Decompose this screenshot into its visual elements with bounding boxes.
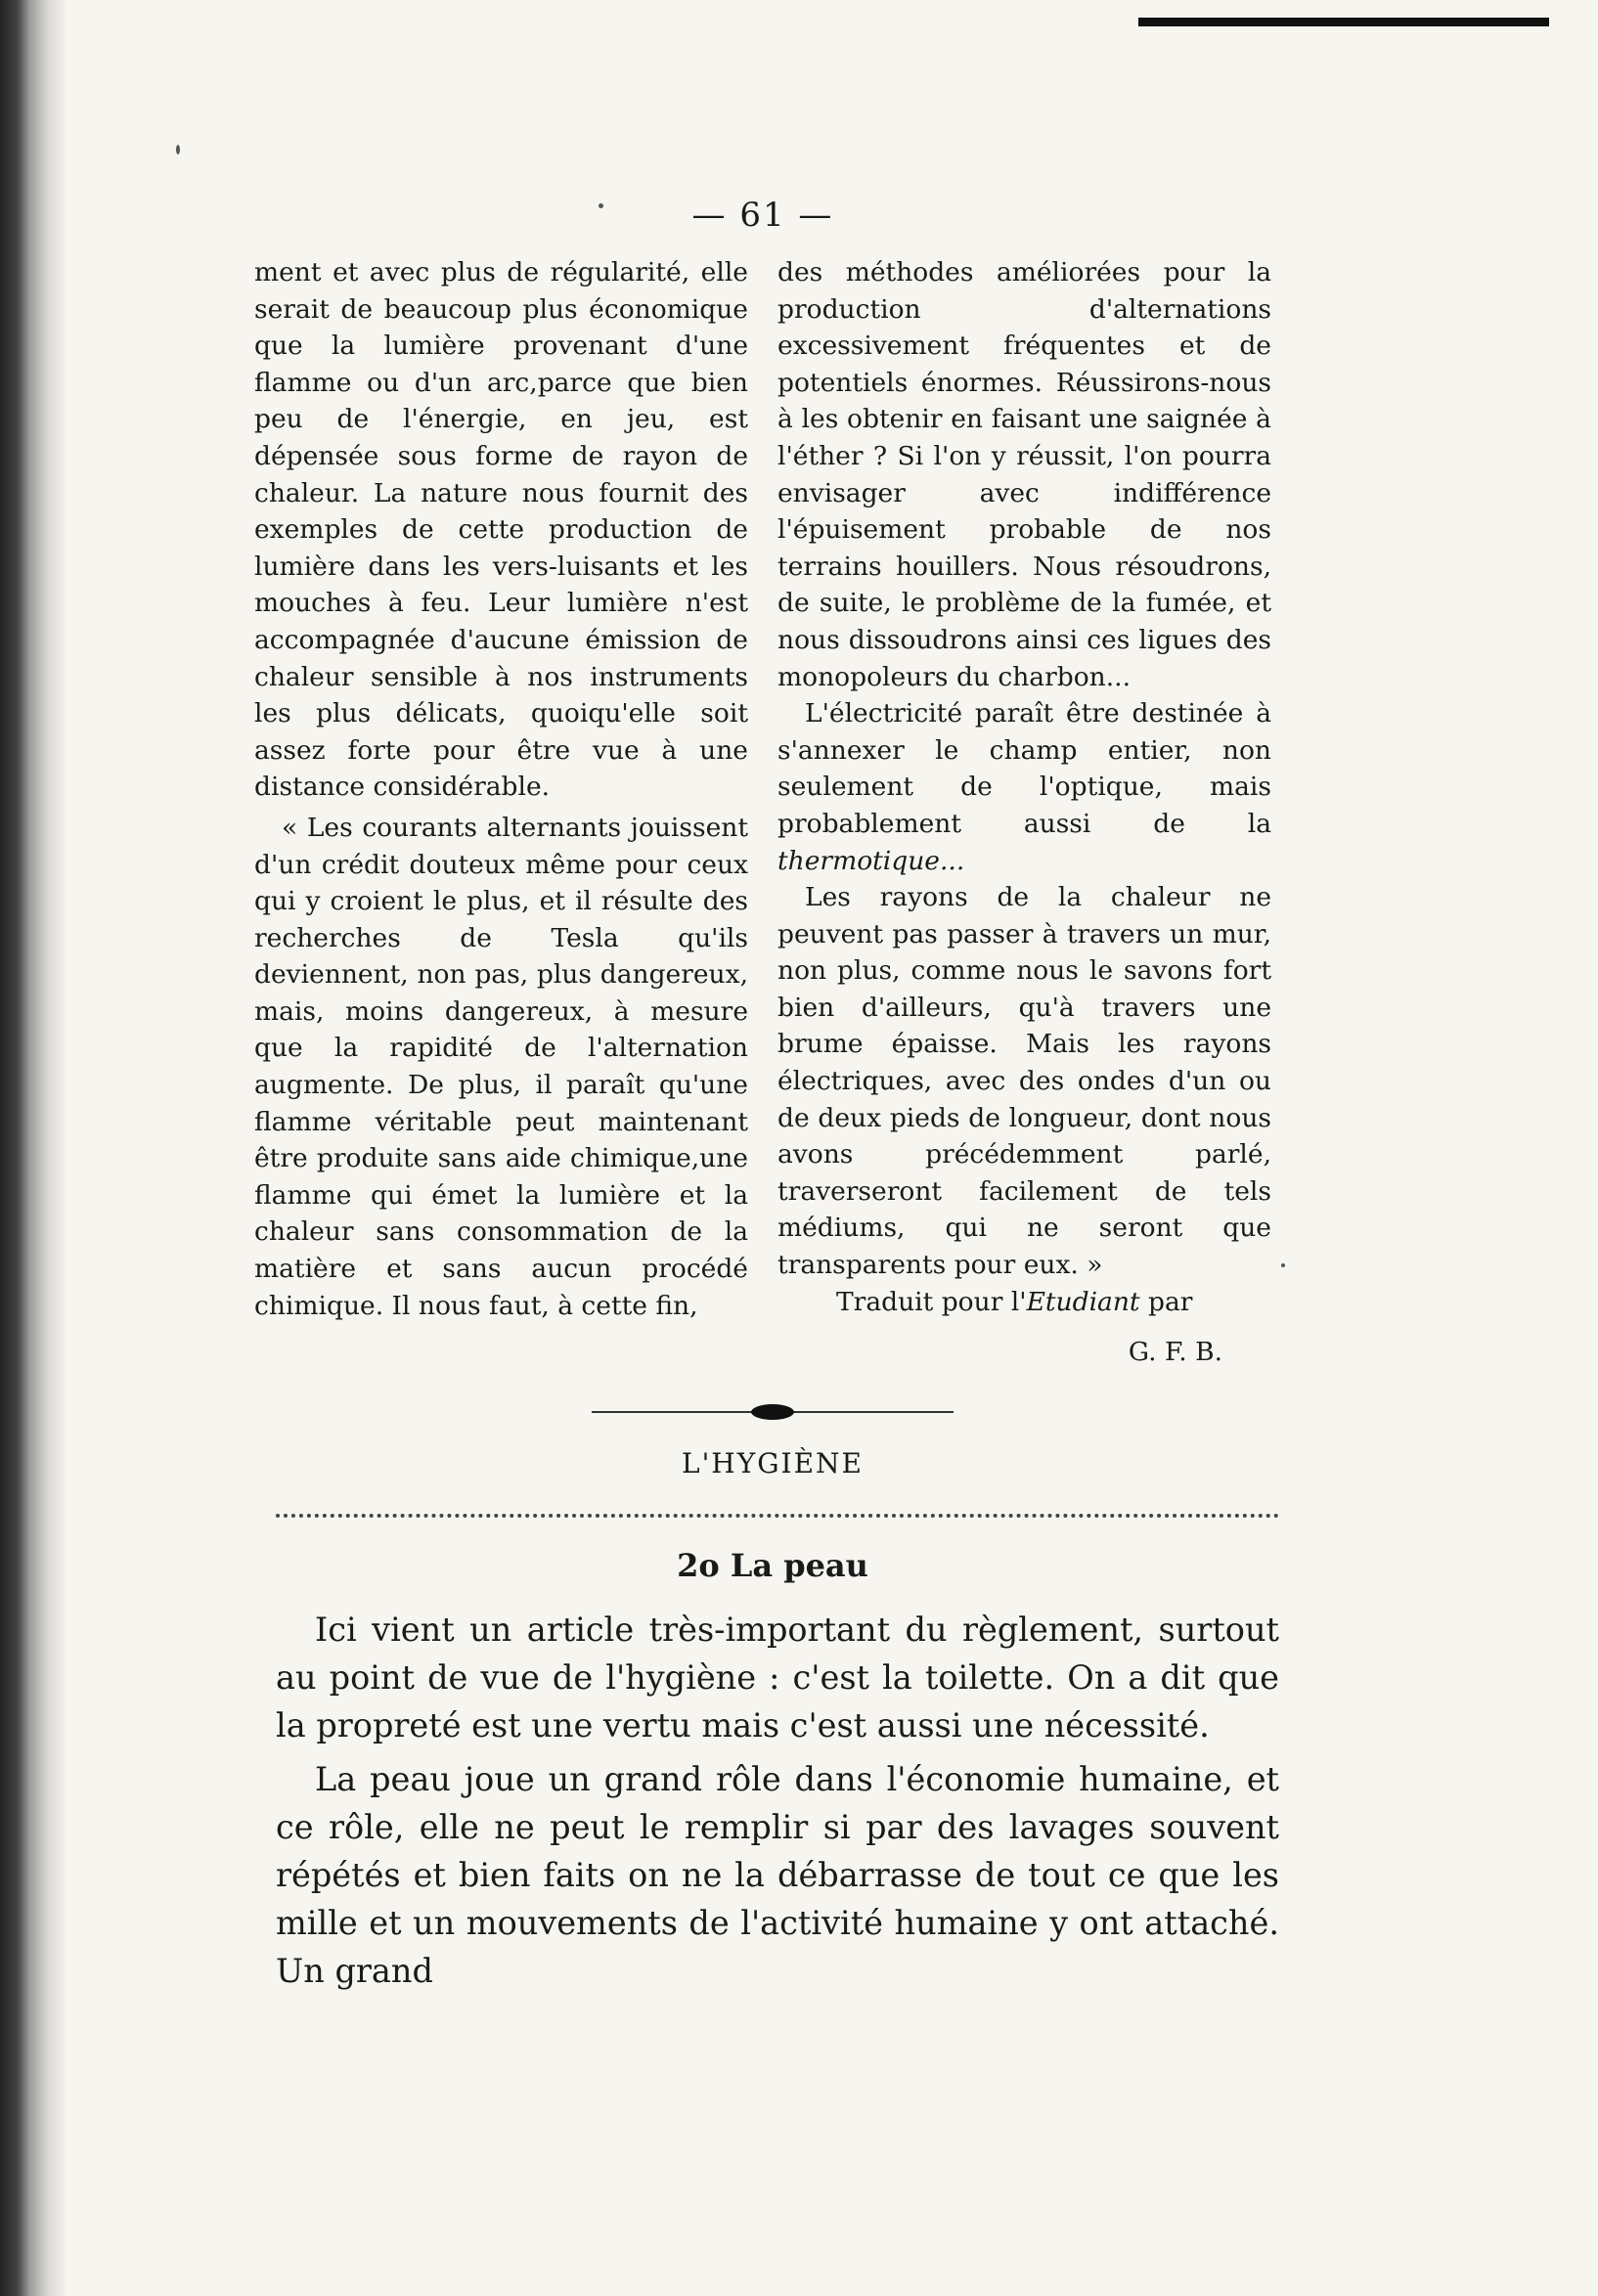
translation-credit-suffix: par <box>1139 1286 1193 1317</box>
scan-speck <box>599 203 603 208</box>
translation-credit <box>777 1284 1271 1321</box>
right-paragraph-1: des méthodes améliorées pour la production d'alternations excessivement fréquentes et de potentiels énormes. Réussirons-nous à les obtenir en faisant une saignée à l'éther ? Si l'on y réussit, l'on pourra envisager avec indifférence l'épuisement probable de nos terrains houillers. Nous résoudrons, de suite, le problème de la fumée, et nous dissoudrons ainsi ces ligues des monopoleurs du charbon... <box>777 257 1271 692</box>
left-column <box>254 254 748 1324</box>
section-paragraph-1: Ici vient un article très-important du règlement, surtout au point de vue de l'hygiène : c'est la toilette. On a dit que la propreté est une vertu mais c'est aussi une nécessité. <box>276 1611 1279 1744</box>
ornament-dot-icon <box>751 1404 794 1420</box>
section-title: L'HYGIÈNE <box>682 1447 864 1479</box>
right-paragraph-3: Les rayons de la chaleur ne peuvent pas passer à travers un mur, non plus, comme nous le savons fort bien d'ailleurs, qu'à travers une brume épaisse. Mais les rayons électriques, avec des ondes d'un ou de deux pieds de longueur, dont nous avons précédemment parlé, traverseront facilement de tels médiums, qui ne seront que transparents pour eux. » <box>777 882 1271 1281</box>
section-body <box>276 1606 1279 1995</box>
scan-speck <box>1281 1263 1285 1267</box>
section-subtitle: 2o La peau <box>677 1547 868 1584</box>
page-binding-edge <box>0 0 68 2296</box>
translation-credit-prefix: Traduit pour l' <box>836 1286 1027 1317</box>
thermotique-italic: thermotique... <box>777 845 965 876</box>
right-paragraph-2 <box>777 695 1271 879</box>
scan-speck <box>176 145 180 155</box>
section-paragraph-2: La peau joue un grand rôle dans l'économie humaine, et ce rôle, elle ne peut le remplir si par des lavages souvent répétés et bien faits on ne la débarrasse de tout ce que les mille et un mouvements de l'activité humaine y ont attaché. Un grand <box>276 1760 1279 1990</box>
journal-name-italic: Etudiant <box>1026 1286 1140 1317</box>
dotted-divider <box>276 1514 1279 1518</box>
page-number: — 61 — <box>691 196 834 235</box>
left-paragraph-2: « Les courants alternants jouissent d'un crédit douteux même pour ceux qui y croient le plus, et il résulte des recherches de Tesla qu'ils deviennent, non pas, plus dangereux, mais, moins dangereux, à mesure que la rapidité de l'alternation augmente. De plus, il paraît qu'une flamme véritable peut maintenant être produite sans aide chimique,une flamme qui émet la lumière et la chaleur sans consommation de la matière et sans aucun procédé chimique. Il nous faut, à cette fin, <box>254 812 748 1321</box>
right-column <box>777 254 1271 1371</box>
right-paragraph-2-text: L'électricité paraît être destinée à s'annexer le champ entier, non seulement de l'optique, mais probablement aussi de la <box>777 698 1271 839</box>
top-scan-bar <box>1138 18 1549 26</box>
author-signature: G. F. B. <box>1128 1337 1222 1368</box>
left-paragraph-1: ment et avec plus de régularité, elle serait de beaucoup plus économique que la lumière provenant d'une flamme ou d'un arc,parce que bien peu de l'énergie, en jeu, est dépensée sous forme de rayon de chaleur. La nature nous fournit des exemples de cette production de lumière dans les vers-luisants et les mouches à feu. Leur lumière n'est accompagnée d'aucune émission de chaleur sensible à nos instruments les plus délicats, quoiqu'elle soit assez forte pour être vue à une distance considérable. <box>254 257 748 803</box>
